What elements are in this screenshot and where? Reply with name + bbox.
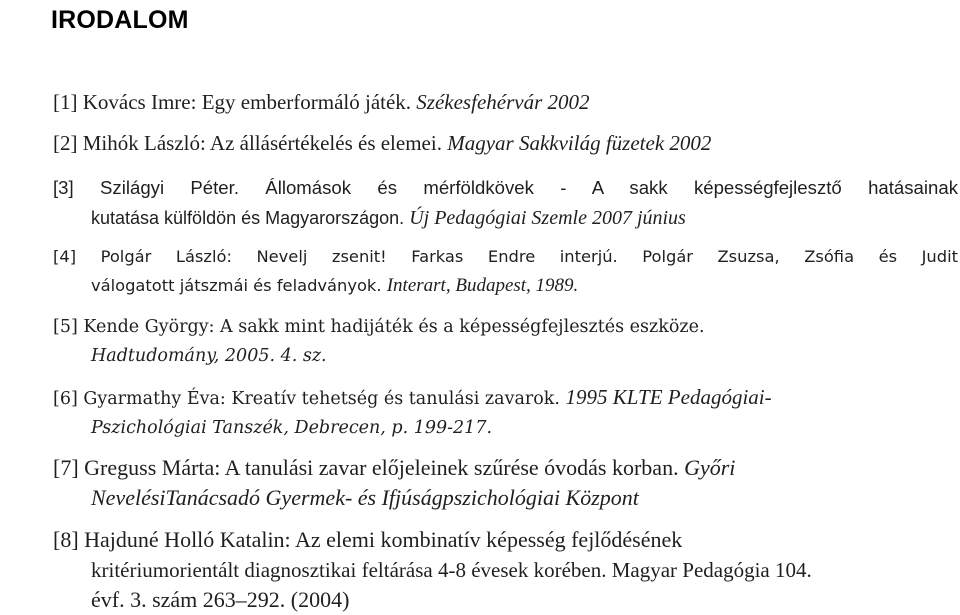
reference-source: Interart, Budapest, 1989. bbox=[386, 275, 579, 296]
reference-source: Hadtudomány, 2005. 4. sz. bbox=[91, 346, 327, 366]
reference-item bbox=[53, 313, 958, 371]
reference-text: Mihók László: Az állásértékelés és elemei. bbox=[82, 131, 442, 155]
reference-text: Kende György: A sakk mint hadijáték és a képességfejlesztés eszköze. bbox=[83, 317, 705, 337]
reference-number: [8] bbox=[53, 527, 79, 552]
reference-text: kritériumorientált diagnosztikai feltárása 4-8 évesek korében. Magyar Pedagógia 104. bbox=[91, 558, 812, 582]
reference-text: Szilágyi Péter. Állomások és mérföldkövek - A sakk képességfejlesztő hatásainak bbox=[100, 177, 959, 198]
reference-text: Gyarmathy Éva: Kreatív tehetség és tanulási zavarok. bbox=[83, 389, 560, 409]
reference-source: 1995 KLTE Pedagógiai- bbox=[565, 385, 772, 409]
reference-text: Greguss Márta: A tanulási zavar előjeleinek szűrése óvodás korban. bbox=[84, 455, 679, 480]
reference-number: [2] bbox=[53, 131, 78, 155]
reference-item bbox=[53, 242, 958, 300]
reference-item bbox=[53, 383, 958, 443]
reference-number: [1] bbox=[53, 90, 78, 114]
reference-item bbox=[53, 129, 958, 158]
reference-item bbox=[53, 525, 958, 615]
reference-text: Polgár László: Nevelj zsenit! Farkas Endre interjú. Polgár Zsuzsa, Zsófia és Judit bbox=[100, 247, 958, 266]
reference-text: Hajduné Holló Katalin: Az elemi kombinatív képesség fejlődésének bbox=[84, 527, 683, 552]
reference-item bbox=[53, 453, 958, 513]
reference-text: kutatása külföldön és Magyarországon. bbox=[91, 208, 405, 228]
reference-number: [4] bbox=[53, 247, 77, 266]
reference-text: Kovács Imre: Egy emberformáló játék. bbox=[82, 90, 412, 114]
reference-number: [3] bbox=[53, 177, 74, 198]
reference-source: Pszichológiai Tanszék, Debrecen, p. 199-217. bbox=[91, 418, 493, 438]
reference-source: Új Pedagógiai Szemle 2007 június bbox=[409, 207, 686, 229]
reference-number: [6] bbox=[53, 389, 78, 409]
reference-source: NevelésiTanácsadó Gyermek- és Ifjúságpszichológiai Központ bbox=[91, 485, 639, 510]
reference-source: Székesfehérvár 2002 bbox=[416, 90, 590, 114]
reference-source: Magyar Sakkvilág füzetek 2002 bbox=[447, 131, 712, 155]
reference-item bbox=[53, 173, 958, 233]
page-title: IRODALOM bbox=[51, 6, 189, 34]
reference-number: [7] bbox=[53, 455, 79, 480]
reference-text: válogatott játszmái és feladványok. bbox=[91, 276, 382, 295]
reference-source: Győri bbox=[684, 455, 736, 480]
reference-item bbox=[53, 88, 958, 117]
reference-number: [5] bbox=[53, 317, 78, 337]
reference-text: évf. 3. szám 263–292. (2004) bbox=[91, 587, 350, 612]
